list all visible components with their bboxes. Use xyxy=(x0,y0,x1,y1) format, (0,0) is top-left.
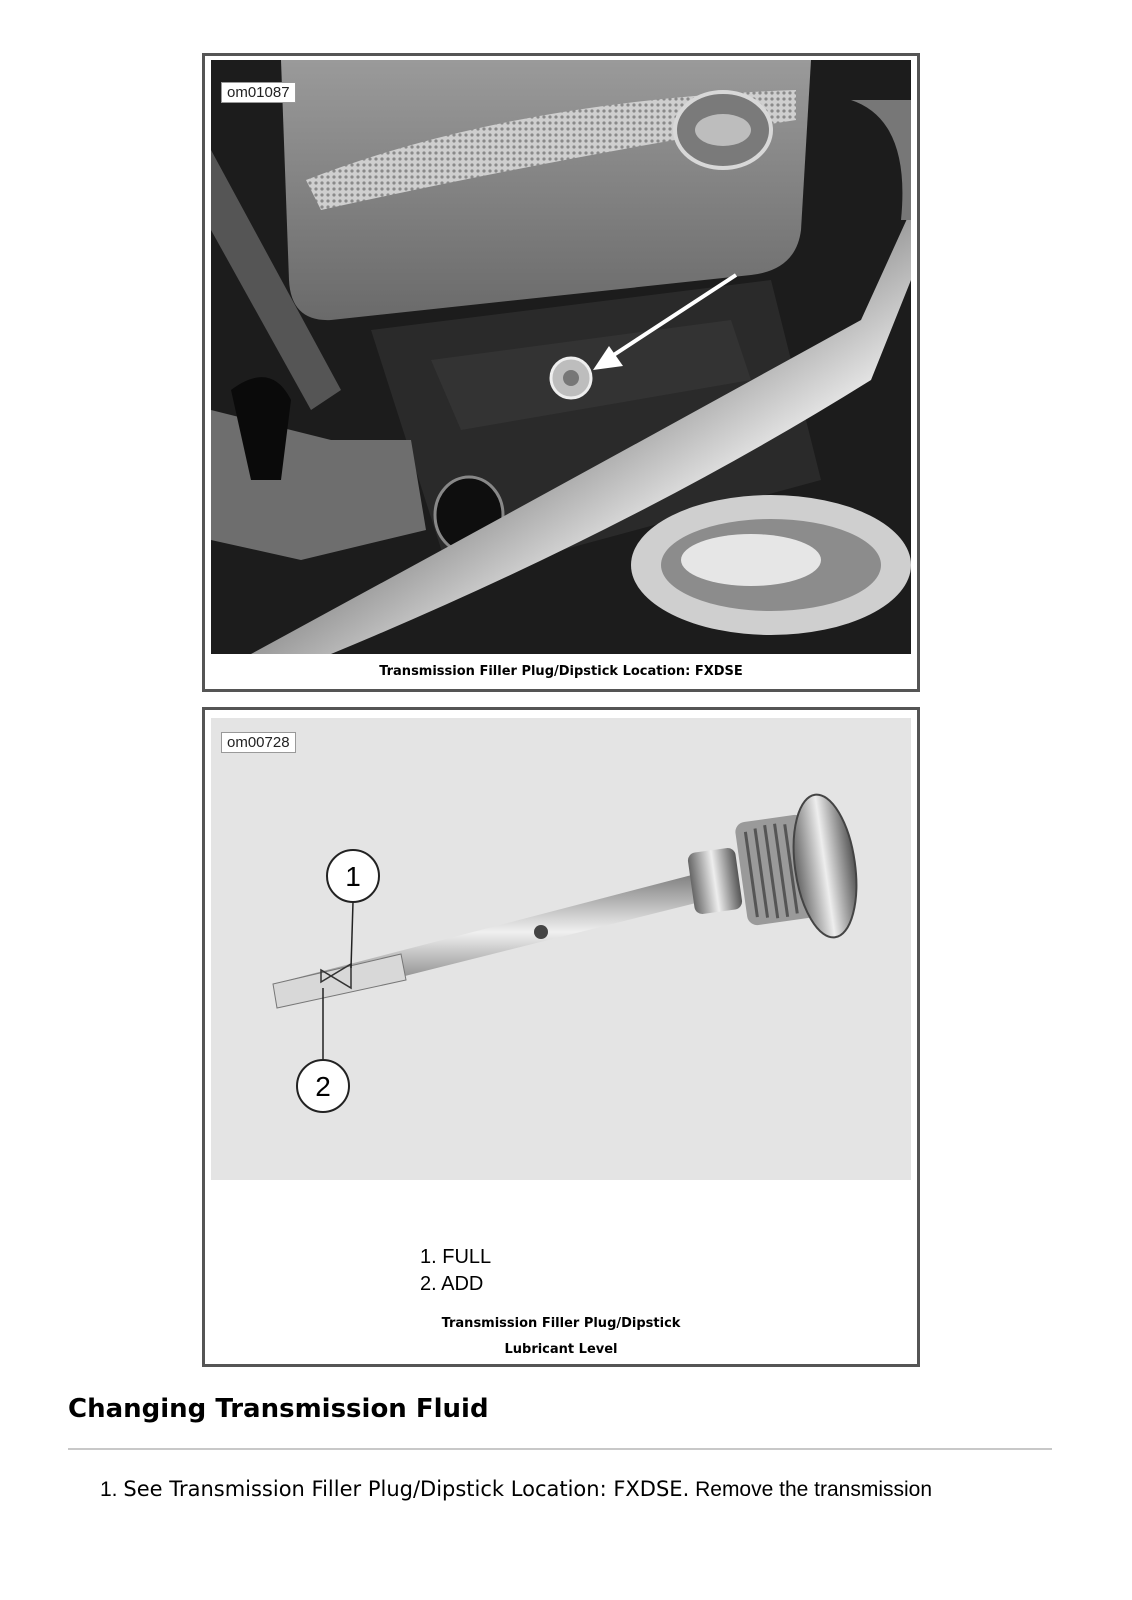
figure-id-tag: om00728 xyxy=(221,732,296,753)
step-number: 1. xyxy=(100,1478,118,1501)
figure-caption-line2: Lubricant Level xyxy=(504,1342,618,1357)
figure-id-tag: om01087 xyxy=(221,82,296,103)
step-item xyxy=(100,1477,932,1502)
figure-dipstick-level xyxy=(202,707,920,1367)
figure-caption-line1: Transmission Filler Plug/Dipstick xyxy=(441,1316,681,1331)
figure-filler-plug-location xyxy=(202,53,920,692)
callout-2: 2 xyxy=(315,1071,331,1102)
section-heading: Changing Transmission Fluid xyxy=(68,1394,489,1424)
dipstick-photo xyxy=(211,718,911,1180)
figure-legend xyxy=(420,1244,491,1298)
legend-item-add: 2. ADD xyxy=(420,1273,484,1295)
figure-reference-link[interactable]: See Transmission Filler Plug/Dipstick Location: FXDSE. xyxy=(123,1477,690,1501)
step-text: Remove the transmission xyxy=(695,1478,933,1501)
section-divider xyxy=(68,1448,1052,1450)
engine-photo xyxy=(211,60,911,654)
figure-caption: Transmission Filler Plug/Dipstick Location: FXDSE xyxy=(379,664,743,679)
legend-item-full: 1. FULL xyxy=(420,1246,492,1268)
callout-1: 1 xyxy=(345,861,361,892)
